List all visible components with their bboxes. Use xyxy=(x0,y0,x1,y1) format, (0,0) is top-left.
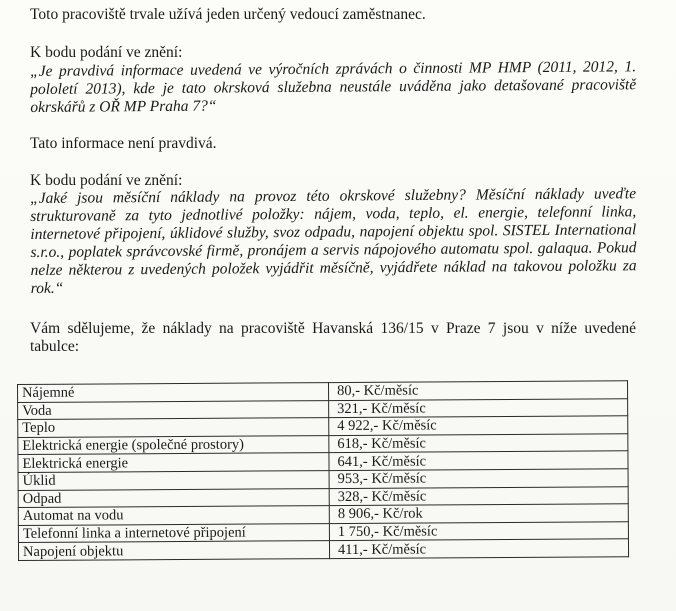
cost-amount-cell: 641,- Kč/měsíc xyxy=(329,451,628,470)
cost-amount-cell: 953,- Kč/měsíc xyxy=(329,469,628,488)
cost-item-cell: Telefonní linka a internetové připojení xyxy=(18,523,329,542)
cost-amount-cell: 321,- Kč/měsíc xyxy=(329,398,628,417)
point1-heading: K bodu podání ve znění: xyxy=(30,44,183,61)
cost-amount-cell: 328,- Kč/měsíc xyxy=(329,486,628,505)
cost-table-body xyxy=(18,381,629,561)
point2-answer: Vám sdělujeme, že náklady na pracoviště Havanská 136/15 v Praze 7 jsou v níže uvedené tabulce: xyxy=(30,320,636,355)
point2-quote: „Jaké jsou měsíční náklady na provoz této okrskové služebny? Měsíční náklady uveďte strukturovaně za tyto jednotlivé položky: nájem, voda, teplo, el. energie, telefonní linka, internetové připojení, úklidové služby, svoz odpadu, napojení objektu spol. SISTEL International s.r.o., poplatek správcovské firmě, pronájem a servis nápojového automatu spol. galaqua. Pokud nelze některou z uvedených položek vyjádřit měsíčně, vyjádřete náklad na takovou položku za rok.“ xyxy=(30,185,637,297)
table-row xyxy=(18,539,628,560)
cost-item-cell: Elektrická energie xyxy=(18,453,329,472)
cost-item-cell: Voda xyxy=(18,400,329,419)
cost-item-cell: Úklid xyxy=(18,471,329,490)
cost-item-cell: Elektrická energie (společné prostory) xyxy=(18,435,329,454)
cost-table xyxy=(17,380,629,561)
cost-amount-cell: 618,- Kč/měsíc xyxy=(329,434,628,453)
cost-item-cell: Teplo xyxy=(18,418,329,437)
cost-amount-cell: 80,- Kč/měsíc xyxy=(328,381,627,400)
cost-amount-cell: 4 922,- Kč/měsíc xyxy=(329,416,628,435)
point2-heading: K bodu podání ve znění: xyxy=(30,172,183,189)
cost-amount-cell: 1 750,- Kč/měsíc xyxy=(329,522,628,541)
intro-paragraph: Toto pracoviště trvale užívá jeden určený vedoucí zaměstnanec. xyxy=(30,6,426,23)
cost-item-cell: Nájemné xyxy=(18,383,329,402)
point1-answer: Tato informace není pravdivá. xyxy=(30,135,217,152)
cost-item-cell: Odpad xyxy=(18,488,329,507)
cost-item-cell: Napojení objektu xyxy=(18,541,329,560)
point1-quote: „Je pravdivá informace uvedená ve výročních zprávách o činnosti MP HMP (2011, 2012, 1. pololetí 2013), kde je tato okrsková služebna neustále uváděna jako detašované pracoviště okrskářů z OŘ MP Praha 7?“ xyxy=(30,58,637,116)
cost-item-cell: Automat na vodu xyxy=(18,506,329,525)
cost-amount-cell: 8 906,- Kč/rok xyxy=(329,504,628,523)
cost-amount-cell: 411,- Kč/měsíc xyxy=(329,539,628,558)
